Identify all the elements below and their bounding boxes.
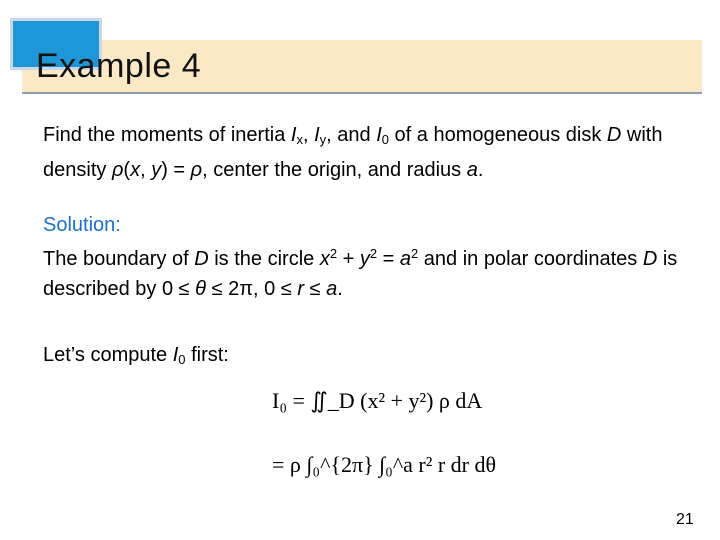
equation-1: I₀ = ∬_D (x² + y²) ρ dA	[272, 388, 483, 413]
slide-title: Example 4	[36, 47, 202, 85]
compute-text: Let’s compute $I_0$ first:	[43, 344, 229, 367]
problem-statement: Find the moments of inertia $I_x$, $I_y$, and $I_0$ of a homogeneous disk D with density ρ(x, y) = ρ, center the origin, and radius a.	[43, 124, 663, 181]
equation-2: = ρ ∫₀^{2π} ∫₀^a r² r dr dθ	[272, 452, 497, 477]
page-number: 21	[676, 511, 694, 528]
solution-text: The boundary of D is the circle $x^2 + y^2 = a^2$ and in polar coordinates D is described by 0 ≤ θ ≤ 2π, 0 ≤ r ≤ a.	[43, 246, 678, 300]
solution-label: Solution:	[43, 214, 121, 236]
